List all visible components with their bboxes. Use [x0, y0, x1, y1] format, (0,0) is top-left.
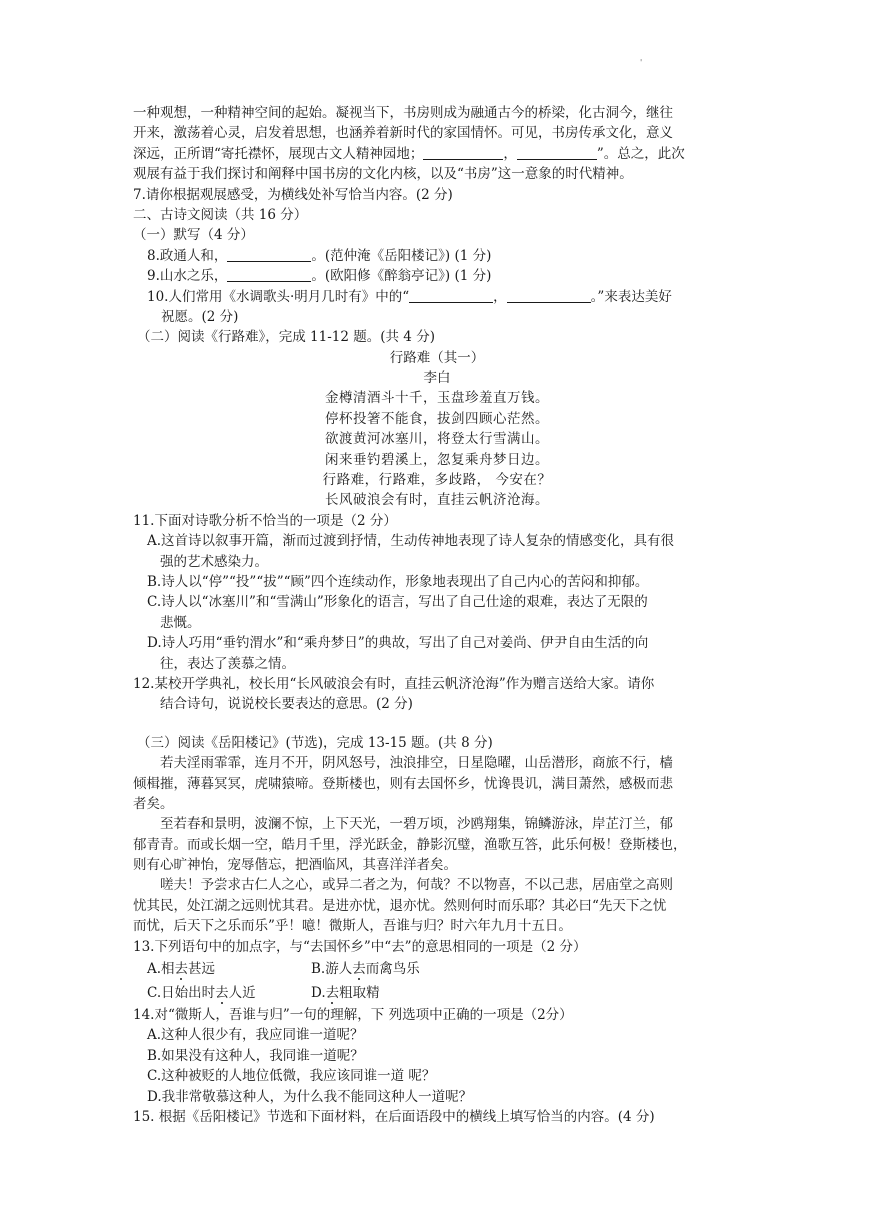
poem-line: 闲来垂钓碧溪上，忽复乘舟梦日边。 — [325, 451, 549, 468]
question-13: 13.下列语句中的加点字，与“去国怀乡”中“去”的意思相同的一项是（2 分） — [133, 938, 587, 955]
answer-blank[interactable] — [423, 145, 503, 160]
q13-option-d[interactable]: D.去粗取精 — [311, 985, 380, 1002]
passage-line: 至若春和景明，波澜不惊，上下天光，一碧万顷，沙鸥翔集，锦鳞游泳，岸芷汀兰，郁 — [160, 816, 673, 833]
intro-line-3 — [133, 144, 741, 164]
answer-blank[interactable] — [227, 267, 311, 282]
passage-line: 则有心旷神怡，宠辱偕忘，把酒临风，其喜洋洋者矣。 — [133, 857, 457, 874]
q11-option-b[interactable]: B.诗人以“停”“投”“拔”“顾”四个连续动作，形象地表现出了自己内心的苦闷和抑郁。 — [147, 573, 649, 590]
poem-line: 长风破浪会有时，直挂云帆济沧海。 — [325, 492, 549, 509]
answer-blank[interactable] — [507, 288, 591, 303]
q13-option-a[interactable]: A.相去甚远 — [147, 961, 216, 978]
intro-line-4: 观展有益于我们探讨和阐释中国书房的文化内核，以及“书房”这一意象的时代精神。 — [133, 166, 633, 183]
q11-option-c-cont: 悲慨。 — [160, 614, 201, 631]
poem-author: 李白 — [423, 370, 451, 387]
poem-line: 金樽清酒斗十千，玉盘珍羞直万钱。 — [325, 390, 549, 407]
question-12: 12.某校开学典礼，校长用“长风破浪会有时，直挂云帆济沧海”作为赠言送给大家。请你 — [133, 675, 655, 692]
passage-line: 而忧，后天下之乐而乐”乎！噫！微斯人，吾谁与归？时六年九月十五日。 — [133, 918, 572, 935]
q13-option-b[interactable]: B.游人去而禽鸟乐 — [311, 961, 420, 978]
question-11: 11.下面对诗歌分析不恰当的一项是（2 分） — [133, 512, 397, 529]
section-2-title: 二、古诗文阅读（共 16 分） — [133, 206, 308, 223]
q9-prefix: 9.山水之乐， — [147, 268, 228, 285]
comma: ， — [493, 288, 507, 305]
question-10-cont: 祝愿。(2 分) — [161, 308, 239, 325]
q11-option-d[interactable]: D.诗人巧用“垂钓渭水”和“乘舟梦日”的典故，写出了自己对姜尚、伊尹自由生活的向 — [147, 635, 649, 652]
q13-option-c[interactable]: C.日始出时去人近 — [147, 985, 256, 1002]
q14-option-b[interactable]: B.如果没有这种人，我同谁一道呢？ — [147, 1047, 364, 1064]
poem-title: 行路难（其一） — [389, 349, 485, 366]
q14-option-c[interactable]: C.这种被贬的人地位低微，我应该同谁一道 呢？ — [147, 1068, 436, 1085]
passage-line: 忧其民，处江湖之远则忧其君。是进亦忧，退亦忧。然则何时而乐耶？其必曰“先天下之忧 — [133, 897, 667, 914]
q11-option-a-cont: 强的艺术感染力。 — [160, 553, 268, 570]
intro-line-1: 一种观想，一种精神空间的起始。凝视当下，书房则成为融通古今的桥梁，化古洞今，继往 — [133, 105, 673, 121]
q13-options-row-2 — [133, 981, 741, 1005]
question-14: 14.对“微斯人，吾谁与归”一句的理解，下 列选项中正确的一项是（2分） — [133, 1007, 573, 1024]
part-3-heading: （三）阅读《岳阳楼记》(节选)，完成 13-15 题。(共 8 分) — [137, 734, 493, 751]
q9-suffix: 。(欧阳修《醉翁亭记》) (1 分) — [311, 268, 492, 285]
question-12-cont: 结合诗句，说说校长要表达的意思。(2 分) — [160, 696, 413, 713]
poem-line: 行路难，行路难，多歧路， 今安在？ — [322, 472, 552, 489]
question-7: 7.请你根据观展感受，为横线处补写恰当内容。(2 分) — [133, 186, 453, 203]
answer-blank[interactable] — [517, 145, 597, 160]
question-15: 15. 根据《岳阳楼记》节选和下面材料，在后面语段中的横线上填写恰当的内容。(4 分) — [133, 1108, 655, 1125]
question-10 — [133, 287, 741, 307]
poem-line: 停杯投箸不能食，拔剑四顾心茫然。 — [325, 410, 549, 427]
q11-option-d-cont: 往，表达了羡慕之情。 — [160, 655, 295, 672]
passage-line: 若夫淫雨霏霏，连月不开，阴风怒号，浊浪排空，日星隐曜，山岳潜形，商旅不行，樯 — [160, 755, 673, 772]
spacer — [133, 715, 741, 733]
q10-prefix: 10.人们常用《水调歌头·明月几时有》中的“ — [147, 288, 410, 305]
corner-mark: ' — [640, 58, 643, 67]
q8-suffix: 。(范仲淹《岳阳楼记》) (1 分) — [311, 247, 492, 264]
question-8 — [133, 246, 741, 266]
q10-suffix: 。”来表达美好 — [590, 288, 672, 305]
q13-options-row-1 — [133, 957, 741, 981]
passage-line: 者矣。 — [133, 795, 174, 812]
q8-prefix: 8.政通人和， — [147, 247, 228, 264]
q14-option-a[interactable]: A.这种人很少有，我应同谁一道呢？ — [147, 1027, 364, 1044]
question-9 — [133, 266, 741, 286]
answer-blank[interactable] — [409, 288, 493, 303]
passage-line: 嗟夫！予尝求古仁人之心，或异二者之为，何哉？不以物喜，不以己悲，居庙堂之高则 — [160, 877, 673, 894]
q11-option-a[interactable]: A.这首诗以叙事开篇，渐而过渡到抒情，生动传神地表现了诗人复杂的情感变化，具有很 — [147, 533, 675, 550]
passage-line: 倾楫摧，薄暮冥冥，虎啸猿啼。登斯楼也，则有去国怀乡，忧谗畏讥，满目萧然，感极而悲 — [133, 775, 673, 792]
answer-blank[interactable] — [227, 247, 311, 262]
document-page — [133, 103, 741, 1127]
passage-line: 郁青青。而或长烟一空，皓月千里，浮光跃金，静影沉璧，渔歌互答，此乐何极！登斯楼也， — [133, 836, 687, 853]
poem-line: 欲渡黄河冰塞川，将登太行雪满山。 — [325, 431, 549, 448]
part-1-heading: （一）默写（4 分） — [133, 227, 254, 244]
q14-option-d[interactable]: D.我非常敬慕这种人，为什么我不能同这种人一道呢？ — [147, 1088, 473, 1105]
comma: ， — [503, 145, 517, 162]
q11-option-c[interactable]: C.诗人以“冰塞川”和“雪满山”形象化的语言，写出了自己仕途的艰难，表达了无限的 — [147, 594, 648, 611]
intro-line-3-tail: ”。总之，此次 — [596, 145, 685, 162]
part-2-heading: （二）阅读《行路难》，完成 11-12 题。(共 4 分) — [137, 329, 435, 346]
intro-line-3-text: 深远，正所谓“寄托襟怀，展现古文人精神园地； — [133, 145, 424, 162]
intro-line-2: 开来，激荡着心灵，启发着思想，也涵养着新时代的家国情怀。可见，书房传承文化，意义 — [133, 125, 673, 142]
